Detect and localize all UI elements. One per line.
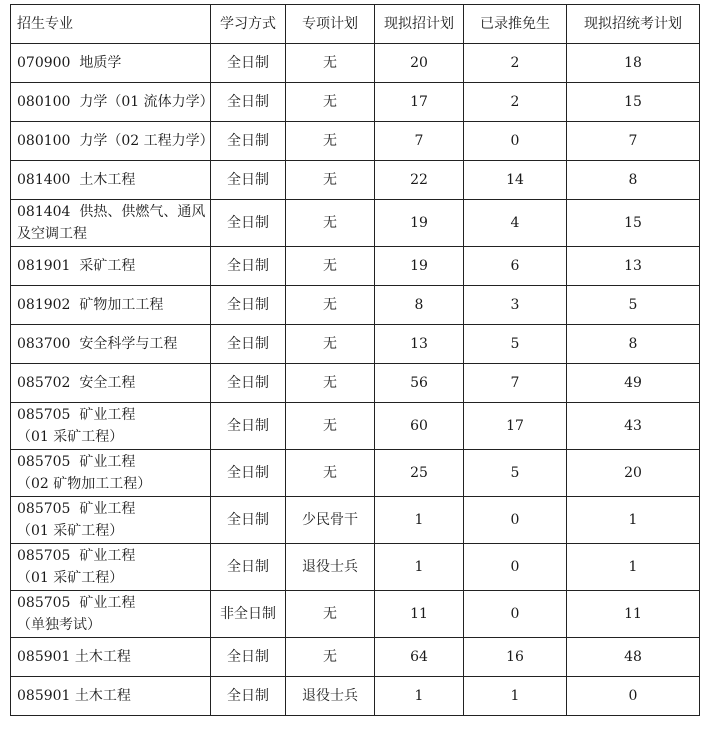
study-mode-cell-text: 全日制 xyxy=(227,649,269,665)
major-cell-text: 085705 矿业工程 （01 采矿工程） xyxy=(17,548,136,586)
planned-quota-cell-text: 17 xyxy=(410,94,428,110)
major-cell-text: 085702 安全工程 xyxy=(17,375,136,391)
planned-quota-cell-text: 22 xyxy=(410,172,428,188)
header-study-mode: 学习方式 xyxy=(211,5,286,44)
major-cell xyxy=(11,591,211,638)
study-mode-cell-text: 全日制 xyxy=(227,375,269,391)
special-plan-cell xyxy=(286,450,375,497)
planned-quota-cell xyxy=(375,450,464,497)
planned-quota-cell xyxy=(375,591,464,638)
major-cell-text: 083700 安全科学与工程 xyxy=(17,336,178,352)
planned-quota-cell xyxy=(375,122,464,161)
exam-quota-cell xyxy=(567,677,700,716)
table-row xyxy=(11,497,700,544)
major-cell-text: 080100 力学（01 流体力学） xyxy=(17,94,214,110)
major-cell-text: 085901 土木工程 xyxy=(17,649,131,665)
exam-quota-cell xyxy=(567,364,700,403)
exam-quota-cell xyxy=(567,638,700,677)
exam-quota-cell-text: 15 xyxy=(624,215,642,231)
study-mode-cell xyxy=(211,247,286,286)
header-special-plan: 专项计划 xyxy=(286,5,375,44)
study-mode-cell xyxy=(211,161,286,200)
study-mode-cell xyxy=(211,638,286,677)
table-row xyxy=(11,403,700,450)
exam-quota-cell-text: 49 xyxy=(624,375,642,391)
major-cell-text: 081901 采矿工程 xyxy=(17,258,136,274)
exam-quota-cell-text: 1 xyxy=(628,512,638,528)
major-cell xyxy=(11,364,211,403)
study-mode-cell xyxy=(211,325,286,364)
major-cell-text: 085705 矿业工程 （02 矿物加工工程） xyxy=(17,454,152,492)
exam-quota-cell xyxy=(567,247,700,286)
recommended-cell-text: 5 xyxy=(510,465,520,481)
special-plan-cell xyxy=(286,677,375,716)
major-cell xyxy=(11,325,211,364)
study-mode-cell xyxy=(211,677,286,716)
special-plan-cell-text: 无 xyxy=(323,55,337,71)
major-cell-text: 070900 地质学 xyxy=(17,55,122,71)
exam-quota-cell xyxy=(567,544,700,591)
exam-quota-cell xyxy=(567,591,700,638)
table-row xyxy=(11,677,700,716)
table-row xyxy=(11,325,700,364)
exam-quota-cell-text: 11 xyxy=(624,606,642,622)
recommended-cell-text: 6 xyxy=(510,258,520,274)
planned-quota-cell-text: 64 xyxy=(410,649,428,665)
recommended-cell-text: 14 xyxy=(506,172,524,188)
header-major: 招生专业 xyxy=(11,5,211,44)
recommended-cell xyxy=(464,83,567,122)
table-row xyxy=(11,247,700,286)
special-plan-cell xyxy=(286,200,375,247)
recommended-cell-text: 16 xyxy=(506,649,524,665)
exam-quota-cell xyxy=(567,83,700,122)
recommended-cell xyxy=(464,286,567,325)
exam-quota-cell-text: 20 xyxy=(624,465,642,481)
table-row xyxy=(11,286,700,325)
study-mode-cell xyxy=(211,544,286,591)
recommended-cell-text: 7 xyxy=(510,375,520,391)
recommended-cell xyxy=(464,677,567,716)
planned-quota-cell-text: 56 xyxy=(410,375,428,391)
special-plan-cell-text: 少民骨干 xyxy=(302,512,358,528)
recommended-cell xyxy=(464,325,567,364)
recommended-cell xyxy=(464,122,567,161)
special-plan-cell-text: 无 xyxy=(323,606,337,622)
special-plan-cell-text: 退役士兵 xyxy=(302,688,358,704)
study-mode-cell-text: 全日制 xyxy=(227,465,269,481)
recommended-cell-text: 2 xyxy=(510,55,520,71)
recommended-cell xyxy=(464,200,567,247)
special-plan-cell-text: 无 xyxy=(323,465,337,481)
planned-quota-cell xyxy=(375,364,464,403)
special-plan-cell xyxy=(286,122,375,161)
recommended-cell xyxy=(464,591,567,638)
special-plan-cell xyxy=(286,497,375,544)
special-plan-cell-text: 无 xyxy=(323,336,337,352)
study-mode-cell xyxy=(211,83,286,122)
special-plan-cell xyxy=(286,83,375,122)
study-mode-cell xyxy=(211,286,286,325)
recommended-cell xyxy=(464,403,567,450)
planned-quota-cell-text: 1 xyxy=(414,512,424,528)
special-plan-cell-text: 无 xyxy=(323,375,337,391)
special-plan-cell xyxy=(286,591,375,638)
exam-quota-cell-text: 43 xyxy=(624,418,642,434)
header-exam-quota: 现拟招统考计划 xyxy=(567,5,700,44)
planned-quota-cell xyxy=(375,497,464,544)
recommended-cell-text: 0 xyxy=(510,133,520,149)
major-cell xyxy=(11,83,214,122)
major-cell xyxy=(11,638,211,677)
study-mode-cell-text: 非全日制 xyxy=(220,606,276,622)
special-plan-cell xyxy=(286,544,375,591)
planned-quota-cell-text: 19 xyxy=(410,215,428,231)
study-mode-cell-text: 全日制 xyxy=(227,215,269,231)
major-cell-text: 085705 矿业工程 （01 采矿工程） xyxy=(17,407,136,445)
special-plan-cell xyxy=(286,403,375,450)
recommended-cell xyxy=(464,544,567,591)
special-plan-cell xyxy=(286,247,375,286)
study-mode-cell-text: 全日制 xyxy=(227,94,269,110)
special-plan-cell-text: 无 xyxy=(323,133,337,149)
major-cell xyxy=(11,497,211,544)
header-planned-quota: 现拟招计划 xyxy=(375,5,464,44)
special-plan-cell-text: 无 xyxy=(323,297,337,313)
recommended-cell xyxy=(464,247,567,286)
exam-quota-cell xyxy=(567,497,700,544)
special-plan-cell-text: 无 xyxy=(323,649,337,665)
planned-quota-cell xyxy=(375,544,464,591)
exam-quota-cell-text: 8 xyxy=(628,336,638,352)
major-cell-text: 085901 土木工程 xyxy=(17,688,131,704)
recommended-cell-text: 1 xyxy=(510,688,520,704)
major-cell xyxy=(11,544,211,591)
recommended-cell-text: 0 xyxy=(510,559,520,575)
planned-quota-cell-text: 1 xyxy=(414,559,424,575)
table-row xyxy=(11,122,700,161)
exam-quota-cell xyxy=(567,450,700,497)
major-cell xyxy=(11,161,211,200)
major-cell-text: 081404 供热、供燃气、通风 及空调工程 xyxy=(17,204,206,242)
exam-quota-cell-text: 15 xyxy=(624,94,642,110)
recommended-cell xyxy=(464,161,567,200)
major-cell xyxy=(11,450,211,497)
exam-quota-cell xyxy=(567,403,700,450)
study-mode-cell-text: 全日制 xyxy=(227,297,269,313)
planned-quota-cell xyxy=(375,638,464,677)
exam-quota-cell xyxy=(567,44,700,83)
planned-quota-cell-text: 25 xyxy=(410,465,428,481)
planned-quota-cell-text: 11 xyxy=(410,606,428,622)
study-mode-cell-text: 全日制 xyxy=(227,133,269,149)
header-recommended: 已录推免生 xyxy=(464,5,567,44)
study-mode-cell-text: 全日制 xyxy=(227,336,269,352)
special-plan-cell-text: 无 xyxy=(323,418,337,434)
exam-quota-cell xyxy=(567,161,700,200)
exam-quota-cell-text: 13 xyxy=(624,258,642,274)
exam-quota-cell xyxy=(567,200,700,247)
major-cell xyxy=(11,122,214,161)
planned-quota-cell xyxy=(375,161,464,200)
study-mode-cell xyxy=(211,403,286,450)
planned-quota-cell xyxy=(375,403,464,450)
planned-quota-cell xyxy=(375,44,464,83)
major-cell-text: 081400 土木工程 xyxy=(17,172,136,188)
table-row xyxy=(11,200,700,247)
recommended-cell-text: 17 xyxy=(506,418,524,434)
header-row xyxy=(11,5,700,44)
study-mode-cell xyxy=(211,200,286,247)
special-plan-cell-text: 退役士兵 xyxy=(302,559,358,575)
table-row xyxy=(11,44,700,83)
planned-quota-cell xyxy=(375,677,464,716)
table-row xyxy=(11,83,700,122)
exam-quota-cell xyxy=(567,286,700,325)
special-plan-cell-text: 无 xyxy=(323,215,337,231)
study-mode-cell xyxy=(211,497,286,544)
study-mode-cell-text: 全日制 xyxy=(227,559,269,575)
study-mode-cell-text: 全日制 xyxy=(227,258,269,274)
table-row xyxy=(11,364,700,403)
major-cell xyxy=(11,677,211,716)
exam-quota-cell-text: 5 xyxy=(628,297,638,313)
major-cell xyxy=(11,200,211,247)
recommended-cell xyxy=(464,497,567,544)
major-cell xyxy=(11,44,211,83)
special-plan-cell xyxy=(286,161,375,200)
major-cell xyxy=(11,286,211,325)
planned-quota-cell-text: 1 xyxy=(414,688,424,704)
major-cell-text: 081902 矿物加工工程 xyxy=(17,297,164,313)
special-plan-cell xyxy=(286,44,375,83)
exam-quota-cell-text: 48 xyxy=(624,649,642,665)
special-plan-cell-text: 无 xyxy=(323,172,337,188)
major-cell-text: 085705 矿业工程 （单独考试） xyxy=(17,595,136,633)
major-cell xyxy=(11,403,211,450)
table-row xyxy=(11,544,700,591)
study-mode-cell-text: 全日制 xyxy=(227,172,269,188)
exam-quota-cell xyxy=(567,122,700,161)
table-row xyxy=(11,450,700,497)
planned-quota-cell xyxy=(375,325,464,364)
study-mode-cell-text: 全日制 xyxy=(227,418,269,434)
study-mode-cell-text: 全日制 xyxy=(227,512,269,528)
special-plan-cell xyxy=(286,325,375,364)
special-plan-cell xyxy=(286,638,375,677)
special-plan-cell xyxy=(286,286,375,325)
table-row xyxy=(11,161,700,200)
exam-quota-cell-text: 8 xyxy=(628,172,638,188)
planned-quota-cell-text: 19 xyxy=(410,258,428,274)
major-cell-text: 080100 力学（02 工程力学） xyxy=(17,133,214,149)
recommended-cell-text: 5 xyxy=(510,336,520,352)
recommended-cell xyxy=(464,638,567,677)
study-mode-cell xyxy=(211,122,286,161)
special-plan-cell-text: 无 xyxy=(323,94,337,110)
exam-quota-cell-text: 7 xyxy=(628,133,638,149)
study-mode-cell xyxy=(211,364,286,403)
recommended-cell xyxy=(464,450,567,497)
recommended-cell-text: 0 xyxy=(510,512,520,528)
recommended-cell-text: 0 xyxy=(510,606,520,622)
recommended-cell xyxy=(464,44,567,83)
table-row xyxy=(11,591,700,638)
planned-quota-cell-text: 60 xyxy=(410,418,428,434)
recommended-cell-text: 2 xyxy=(510,94,520,110)
exam-quota-cell xyxy=(567,325,700,364)
exam-quota-cell-text: 1 xyxy=(628,559,638,575)
study-mode-cell xyxy=(211,591,286,638)
major-cell xyxy=(11,247,211,286)
recommended-cell-text: 4 xyxy=(510,215,520,231)
planned-quota-cell xyxy=(375,200,464,247)
major-cell-text: 085705 矿业工程 （01 采矿工程） xyxy=(17,501,136,539)
planned-quota-cell-text: 20 xyxy=(410,55,428,71)
planned-quota-cell xyxy=(375,286,464,325)
exam-quota-cell-text: 18 xyxy=(624,55,642,71)
study-mode-cell xyxy=(211,450,286,497)
recommended-cell xyxy=(464,364,567,403)
recommended-cell-text: 3 xyxy=(510,297,520,313)
planned-quota-cell xyxy=(375,83,464,122)
planned-quota-cell-text: 8 xyxy=(414,297,424,313)
table-row xyxy=(11,638,700,677)
study-mode-cell-text: 全日制 xyxy=(227,55,269,71)
study-mode-cell xyxy=(211,44,286,83)
special-plan-cell xyxy=(286,364,375,403)
planned-quota-cell-text: 13 xyxy=(410,336,428,352)
special-plan-cell-text: 无 xyxy=(323,258,337,274)
planned-quota-cell-text: 7 xyxy=(414,133,424,149)
enrollment-plan-table xyxy=(10,4,700,716)
study-mode-cell-text: 全日制 xyxy=(227,688,269,704)
planned-quota-cell xyxy=(375,247,464,286)
exam-quota-cell-text: 0 xyxy=(628,688,638,704)
